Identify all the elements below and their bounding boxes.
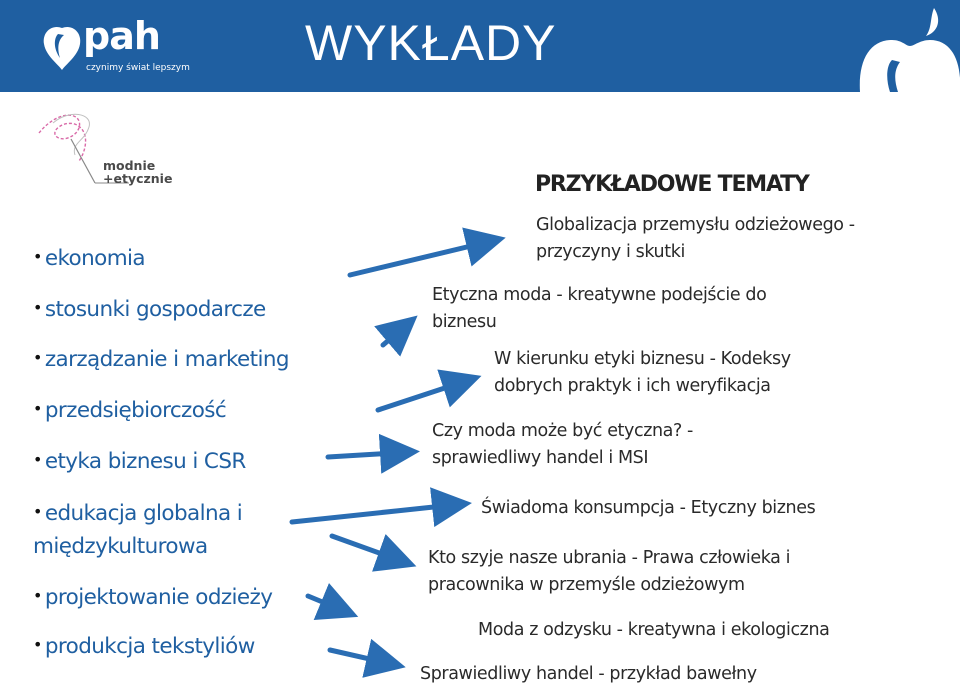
arrow-icon [292, 504, 462, 522]
page-title: WYKŁADY [305, 15, 557, 71]
topic-2-line2: biznesu [432, 312, 497, 332]
list-item-label: zarządzanie i marketing [44, 347, 289, 372]
topics-heading: PRZYKŁADOWE TEMATY [535, 172, 809, 197]
list-item-label: stosunki gospodarcze [44, 297, 266, 322]
brand-line-2: +etycznie [103, 171, 173, 186]
topic-3-line1: W kierunku etyki biznesu - Kodeksy [494, 349, 791, 369]
list-item-label: etyka biznesu i CSR [44, 449, 246, 474]
arrow-icon [378, 379, 472, 410]
bullet-icon: • [33, 298, 42, 317]
list-item-label: produkcja tekstyliów [44, 634, 255, 659]
arrow-icon [308, 596, 349, 613]
bullet-icon: • [33, 586, 42, 605]
topic-7: Moda z odzysku - kreatywna i ekologiczna [478, 620, 830, 640]
brand-line-1: modnie [103, 158, 156, 173]
bullet-icon: • [33, 450, 42, 469]
topic-6-line2: pracownika w przemyśle odzieżowym [428, 575, 745, 595]
topic-6-line1: Kto szyje nasze ubrania - Prawa człowieka i [428, 548, 791, 568]
list-item-label: edukacja globalna i [44, 501, 243, 526]
bullet-icon: • [33, 502, 42, 521]
bullet-icon: • [33, 247, 42, 266]
topic-1-line2: przyczyny i skutki [536, 242, 685, 262]
arrow-icon [330, 650, 396, 665]
list-item-label: przedsiębiorczość [44, 398, 227, 423]
list-item-label: ekonomia [44, 246, 145, 271]
topic-4-line2: sprawiedliwy handel i MSI [432, 448, 649, 468]
topic-3-line2: dobrych praktyk i ich weryfikacja [494, 376, 771, 396]
topic-2-line1: Etyczna moda - kreatywne podejście do [432, 285, 767, 305]
bullet-icon: • [33, 399, 42, 418]
arrow-icon [350, 240, 496, 275]
bullet-icon: • [33, 348, 42, 367]
logo-text: pah [83, 14, 160, 58]
topic-1-line1: Globalizacja przemysłu odzieżowego - [536, 215, 855, 235]
logo-tagline: czynimy świat lepszym [86, 63, 190, 73]
arrow-icon [383, 322, 410, 345]
bullet-icon: • [33, 635, 42, 654]
list-item-global-education-line2: międzykulturowa [33, 534, 208, 559]
arrow-icon [332, 536, 407, 563]
topic-5: Świadoma konsumpcja - Etyczny biznes [481, 498, 816, 518]
topic-4-line1: Czy moda może być etyczna? - [432, 421, 693, 441]
arrow-icon [328, 452, 410, 457]
list-item-label: projektowanie odzieży [44, 585, 273, 610]
topic-8: Sprawiedliwy handel - przykład bawełny [420, 664, 757, 684]
